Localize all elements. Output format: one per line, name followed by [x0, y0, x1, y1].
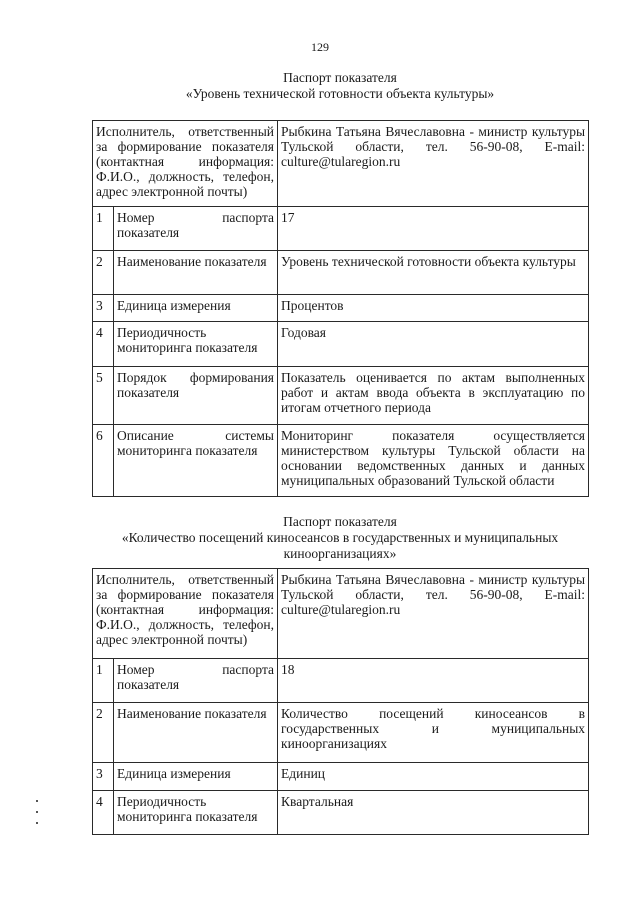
row-label: Единица измерения	[114, 763, 278, 791]
table-row	[93, 367, 589, 425]
row-value: Единиц	[278, 763, 589, 791]
row-number: 1	[93, 659, 114, 703]
table-row	[93, 703, 589, 763]
row-value: Процентов	[278, 295, 589, 322]
row-number: 2	[93, 251, 114, 295]
passport-table	[92, 120, 589, 497]
scan-marks	[36, 800, 40, 833]
row-label: Порядок формирования показателя	[114, 367, 278, 425]
row-value: Годовая	[278, 322, 589, 367]
row-number: 3	[93, 295, 114, 322]
row-label: Наименование показателя	[114, 251, 278, 295]
scan-dot	[36, 811, 38, 813]
row-label: Описание системы мониторинга показателя	[114, 425, 278, 497]
executor-label: Исполнитель, ответственный за формирование показателя (контактная информация: Ф.И.О., должность, телефон, адрес электронной почты)	[93, 569, 278, 659]
page-number: 129	[311, 40, 329, 54]
table-row	[93, 791, 589, 835]
row-label: Номер паспорта показателя	[114, 659, 278, 703]
row-value: Показатель оценивается по актам выполненных работ и актам ввода объекта в эксплуатацию по итогам отчетного периода	[278, 367, 589, 425]
scan-dot	[36, 800, 38, 802]
passport-heading: Паспорт показателя	[283, 70, 397, 85]
row-number: 2	[93, 703, 114, 763]
row-number: 3	[93, 763, 114, 791]
table-row	[93, 251, 589, 295]
row-number: 1	[93, 207, 114, 251]
row-number: 4	[93, 322, 114, 367]
table-row	[93, 425, 589, 497]
executor-row	[93, 121, 589, 207]
table-row	[93, 763, 589, 791]
table-row	[93, 295, 589, 322]
executor-value: Рыбкина Татьяна Вячеславовна - министр культуры Тульской области, тел. 56-90-08, E-mail: culture@tularegion.ru	[278, 569, 589, 659]
row-value: Квартальная	[278, 791, 589, 835]
row-number: 6	[93, 425, 114, 497]
row-value: Мониторинг показателя осуществляется министерством культуры Тульской области на основании ведомственных данных и данных муниципальных образований Тульской области	[278, 425, 589, 497]
row-label: Номер паспорта показателя	[114, 207, 278, 251]
row-label: Наименование показателя	[114, 703, 278, 763]
table-row	[93, 322, 589, 367]
passport-title	[92, 70, 588, 102]
passport-heading: Паспорт показателя	[283, 514, 397, 529]
row-number: 4	[93, 791, 114, 835]
executor-row	[93, 569, 589, 659]
indicator-name-heading-cont: киноорганизациях»	[283, 546, 397, 561]
indicator-name-heading: «Количество посещений киносеансов в государственных и муниципальных	[121, 530, 559, 545]
row-label: Периодичность мониторинга показателя	[114, 322, 278, 367]
executor-label: Исполнитель, ответственный за формирование показателя (контактная информация: Ф.И.О., должность, телефон, адрес электронной почты)	[93, 121, 278, 207]
indicator-name-heading: «Уровень технической готовности объекта культуры»	[185, 86, 495, 101]
passport-table	[92, 568, 589, 835]
row-value: 17	[278, 207, 589, 251]
table-row	[93, 207, 589, 251]
row-number: 5	[93, 367, 114, 425]
row-label: Периодичность мониторинга показателя	[114, 791, 278, 835]
row-value: Уровень технической готовности объекта культуры	[278, 251, 589, 295]
row-value: Количество посещений киносеансов в государственных и муниципальных киноорганизациях	[278, 703, 589, 763]
row-label: Единица измерения	[114, 295, 278, 322]
executor-value: Рыбкина Татьяна Вячеславовна - министр культуры Тульской области, тел. 56-90-08, E-mail: culture@tularegion.ru	[278, 121, 589, 207]
scan-dot	[36, 822, 38, 824]
table-row	[93, 659, 589, 703]
row-value: 18	[278, 659, 589, 703]
passport-title	[92, 514, 588, 562]
